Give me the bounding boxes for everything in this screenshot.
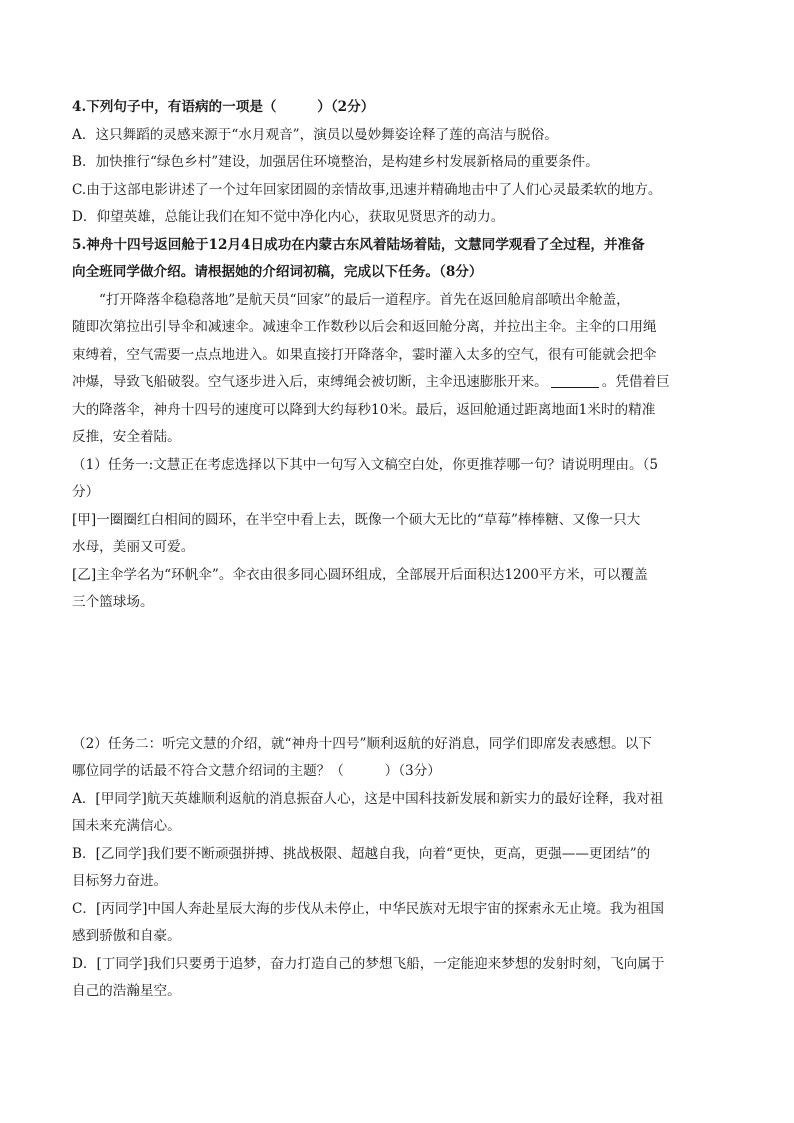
question-4-option-a: A．这只舞蹈的灵感来源于“水月观音”，演员以曼妙舞姿诠释了莲的高洁与脱俗。 — [72, 126, 558, 143]
question-4-option-d: D．仰望英雄，总能让我们在知不觉中净化内心，获取见贤思齐的动力。 — [72, 209, 505, 225]
question-4-option-b: B．加快推行“绿色乡村”建设，加强居住环境整治，是构建乡村发展新格局的重要条件。 — [72, 154, 599, 170]
task-1-line-2: 分） — [72, 484, 100, 500]
passage-line-1: “打开降落伞稳稳落地”是航天员“回家”的最后一道程序。首先在返回舱肩部喷出伞舱盖， — [99, 291, 630, 308]
task-2-option-a-line-2: 国未来充满信心。 — [72, 818, 181, 834]
task-2-option-d-line-2: 自己的浩瀚星空。 — [72, 983, 181, 999]
option-yi-line-1: [乙]主伞学名为“环帆伞”。伞衣由很多同心圆环组成，全部展开后面积达1200平方米，可以覆盖 — [72, 566, 648, 583]
worksheet-page — [72, 94, 692, 1006]
passage-line-3: 束缚着，空气需要一点点地进入。如果直接打开降落伞，霎时灌入太多的空气，很有可能就会把伞 — [72, 346, 657, 363]
passage-line-4-text: 冲爆，导致飞船破裂。空气逐步进入后，束缚绳会被切断，主伞迅速膨胀开来。 — [72, 374, 548, 390]
option-jia-line-2: 水母，美丽又可爱。 — [72, 539, 195, 555]
passage-line-4 — [72, 369, 692, 397]
passage-line-4-tail: 。凭借着巨 — [601, 374, 670, 390]
option-jia-line-1: [甲]一圈圈红白相间的圆环，在半空中看上去，既像一个硕大无比的“草莓”棒棒糖、又像一只大 — [72, 511, 641, 528]
task-1-line-1: （1）任务一:文慧正在考虑选择以下其中一句写入文稿空白处，你更推荐哪一句？请说明理由。（5 — [72, 456, 659, 473]
task-2-line-1: （2）任务二：听完文慧的介绍，就“神舟十四号”顺利返航的好消息，同学们即席发表感想。以下 — [72, 735, 652, 752]
task-2-option-c-line-1: C．[丙同学]中国人奔赴星辰大海的步伐从未停止，中华民族对无垠宇宙的探索永无止境。我为祖国 — [72, 900, 664, 917]
task-2-option-c-line-2: 感到骄傲和自豪。 — [72, 928, 181, 944]
question-5-stem-line-1: 5.神舟十四号返回舱于12月4日成功在内蒙古东风着陆场着陆，文慧同学观看了全过程，并准备 — [72, 236, 645, 253]
question-4-option-c: C.由于这部电影讲述了一个过年回家团圆的亲情故事,迅速并精确地击中了人们心灵最柔软的地方。 — [72, 181, 662, 198]
option-yi-line-2: 三个篮球场。 — [72, 594, 154, 610]
task-2-line-2: 哪位同学的话最不符合文慧介绍词的主题？（ ）（3分） — [72, 763, 441, 779]
task-2-option-d-line-1: D．[丁同学]我们只要勇于追梦，奋力打造自己的梦想飞船，一定能迎来梦想的发射时刻，飞向属于 — [72, 955, 665, 972]
passage-line-5: 大的降落伞，神舟十四号的速度可以降到大约每秒10米。最后，返回舱通过距离地面1米时的精准 — [72, 401, 656, 418]
question-4-stem: 4.下列句子中，有语病的一项是（ ）（2分） — [72, 99, 375, 115]
task-2-option-b-line-1: B．[乙同学]我们要不断顽强拼搏、挑战极限、超越自我，向着“更快，更高，更强——更团结”的 — [72, 845, 651, 862]
task-2-option-a-line-1: A．[甲同学]航天英雄顺利返航的消息振奋人心，这是中国科技新发展和新实力的最好诠释，我对祖 — [72, 790, 664, 807]
question-5-stem-line-2: 向全班同学做介绍。请根据她的介绍词初稿，完成以下任务。（8分） — [72, 264, 483, 280]
passage-line-2: 随即次第拉出引导伞和减速伞。减速伞工作数秒以后会和返回舱分离，并拉出主伞。主伞的口用绳 — [72, 319, 657, 335]
passage-line-6: 反推，安全着陆。 — [72, 429, 181, 445]
fill-in-blank[interactable] — [551, 373, 599, 388]
answer-space[interactable] — [72, 617, 692, 731]
task-2-option-b-line-2: 目标努力奋进。 — [72, 873, 168, 889]
